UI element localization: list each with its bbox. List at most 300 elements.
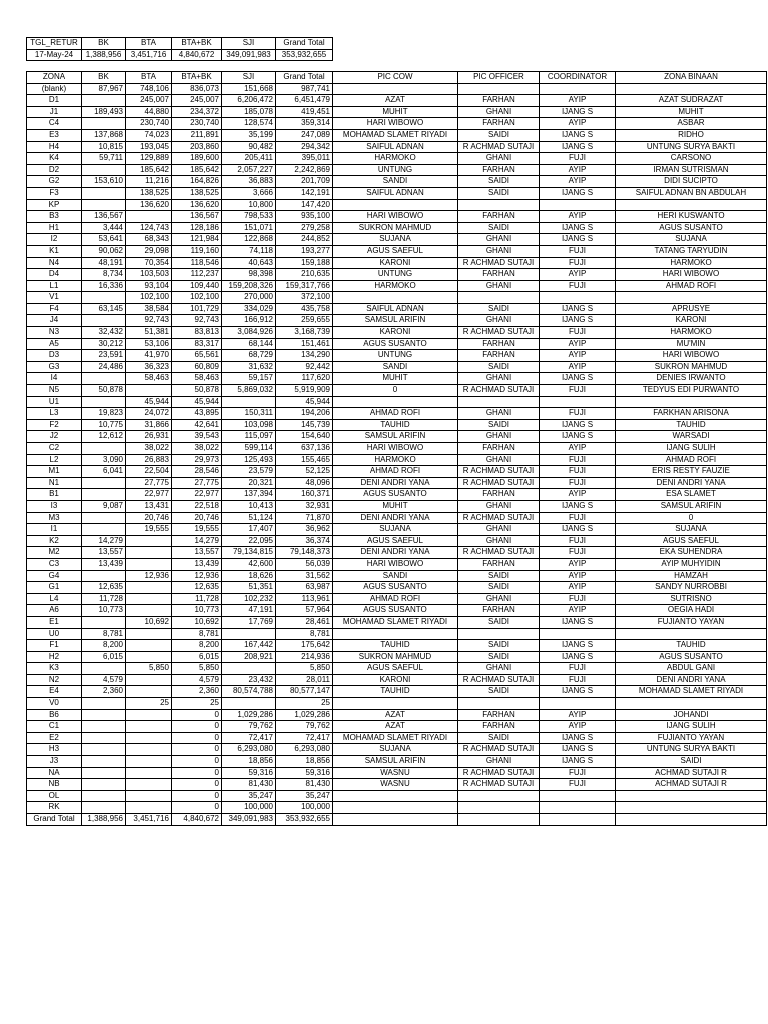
table-cell <box>126 686 172 698</box>
table-cell <box>82 315 126 327</box>
table-cell: 142,191 <box>276 187 333 199</box>
table-cell <box>82 443 126 455</box>
table-row <box>27 744 767 756</box>
table-row <box>27 582 767 594</box>
table-cell: 334,029 <box>222 303 276 315</box>
table-cell: PIC OFFICER <box>458 72 540 84</box>
table-cell <box>540 292 616 304</box>
table-cell: SAIDI <box>458 570 540 582</box>
table-cell: U0 <box>27 628 82 640</box>
table-cell: MU'MIN <box>616 338 767 350</box>
table-cell: 39,543 <box>172 431 222 443</box>
table-cell: 36,323 <box>126 361 172 373</box>
table-cell: SANDI <box>333 176 458 188</box>
table-cell: N5 <box>27 385 82 397</box>
table-cell: HARI WIBOWO <box>333 211 458 223</box>
table-cell: 11,216 <box>126 176 172 188</box>
table-cell: Grand Total <box>276 38 333 50</box>
table-cell <box>126 547 172 559</box>
table-cell: F3 <box>27 187 82 199</box>
table-cell: ACHMAD SUTAJI R <box>616 767 767 779</box>
table-cell: 18,856 <box>222 756 276 768</box>
table-row <box>27 222 767 234</box>
table-cell: J1 <box>27 106 82 118</box>
table-cell: I3 <box>27 500 82 512</box>
table-cell: 47,191 <box>222 605 276 617</box>
table-cell <box>540 698 616 710</box>
table-cell: IJANG S <box>540 524 616 536</box>
table-cell: BTA+BK <box>172 38 222 50</box>
table-row <box>27 674 767 686</box>
table-cell: 2,242,869 <box>276 164 333 176</box>
table-cell: 8,781 <box>276 628 333 640</box>
table-cell: V0 <box>27 698 82 710</box>
table-cell: IJANG S <box>540 756 616 768</box>
table-cell: 3,666 <box>222 187 276 199</box>
table-cell: 42,600 <box>222 558 276 570</box>
table-cell: 51,124 <box>222 512 276 524</box>
table-cell: SAMSUL ARIFIN <box>616 500 767 512</box>
table-cell: IJANG S <box>540 640 616 652</box>
table-row <box>27 593 767 605</box>
table-cell: AGUS SUSANTO <box>616 651 767 663</box>
table-cell <box>82 616 126 628</box>
table-cell: R ACHMAD SUTAJI <box>458 744 540 756</box>
table-cell: FUJI <box>540 674 616 686</box>
table-cell: KARONI <box>333 674 458 686</box>
table-cell: 154,640 <box>276 431 333 443</box>
table-row <box>27 802 767 814</box>
table-cell: 136,567 <box>82 211 126 223</box>
table-cell: 349,091,983 <box>222 814 276 826</box>
table-cell: IJANG S <box>540 431 616 443</box>
table-cell: AYIP <box>540 582 616 594</box>
table-cell <box>82 570 126 582</box>
table-cell: 17,769 <box>222 616 276 628</box>
table-cell: HARI WIBOWO <box>616 269 767 281</box>
table-cell: KP <box>27 199 82 211</box>
table-cell: 0 <box>172 732 222 744</box>
table-cell: DENI ANDRI YANA <box>333 547 458 559</box>
table-cell <box>82 199 126 211</box>
table-cell: ACHMAD SUTAJI R <box>616 779 767 791</box>
table-row <box>27 176 767 188</box>
table-cell: B3 <box>27 211 82 223</box>
table-cell <box>126 674 172 686</box>
table-cell: 102,232 <box>222 593 276 605</box>
table-cell: AYIP <box>540 361 616 373</box>
table-cell: 13,439 <box>172 558 222 570</box>
table-cell: FUJI <box>540 454 616 466</box>
table-cell: 22,518 <box>172 500 222 512</box>
table-cell: 8,781 <box>82 628 126 640</box>
table-cell: 59,711 <box>82 153 126 165</box>
table-row <box>27 663 767 675</box>
table-cell <box>458 199 540 211</box>
table-cell: AYIP <box>540 211 616 223</box>
table-row <box>27 408 767 420</box>
table-row <box>27 141 767 153</box>
table-cell: FUJI <box>540 779 616 791</box>
table-cell: SAMSUL ARIFIN <box>333 431 458 443</box>
table-cell: 51,351 <box>222 582 276 594</box>
table-cell: 372,100 <box>276 292 333 304</box>
table-cell: B1 <box>27 489 82 501</box>
table-cell: 56,039 <box>276 558 333 570</box>
table-cell: FARHAN <box>458 95 540 107</box>
table-cell: R ACHMAD SUTAJI <box>458 477 540 489</box>
table-cell: N4 <box>27 257 82 269</box>
table-cell: FUJI <box>540 663 616 675</box>
table-row <box>27 709 767 721</box>
table-cell: FARHAN <box>458 164 540 176</box>
table-cell: I2 <box>27 234 82 246</box>
table-cell: H2 <box>27 651 82 663</box>
table-cell: 151,071 <box>222 222 276 234</box>
table-cell: AHMAD ROFI <box>333 408 458 420</box>
table-cell: AYIP <box>540 558 616 570</box>
table-cell <box>82 396 126 408</box>
table-cell: 44,880 <box>126 106 172 118</box>
table-cell: FUJI <box>540 535 616 547</box>
table-cell: 359,314 <box>276 118 333 130</box>
table-cell <box>458 292 540 304</box>
table-row <box>27 385 767 397</box>
table-cell: 230,740 <box>126 118 172 130</box>
table-cell: SAIFUL ADNAN <box>333 303 458 315</box>
table-cell: L3 <box>27 408 82 420</box>
table-cell: 28,461 <box>276 616 333 628</box>
table-cell: IJANG S <box>540 373 616 385</box>
table-cell: IJANG S <box>540 616 616 628</box>
table-cell <box>333 83 458 95</box>
table-cell: IJANG S <box>540 500 616 512</box>
table-cell: 32,432 <box>82 327 126 339</box>
table-cell: 6,041 <box>82 466 126 478</box>
table-cell: 4,579 <box>172 674 222 686</box>
table-cell: HARMOKO <box>616 257 767 269</box>
table-cell: NB <box>27 779 82 791</box>
table-cell: 279,258 <box>276 222 333 234</box>
table-cell <box>126 651 172 663</box>
table-cell: MUHIT <box>616 106 767 118</box>
table-cell: 115,097 <box>222 431 276 443</box>
table-cell: 48,096 <box>276 477 333 489</box>
table-cell: HARMOKO <box>616 327 767 339</box>
table-cell: 101,729 <box>172 303 222 315</box>
table-cell: AGUS SAEFUL <box>333 535 458 547</box>
table-cell: 0 <box>333 385 458 397</box>
table-cell: 19,555 <box>172 524 222 536</box>
table-cell: 22,977 <box>126 489 172 501</box>
table-cell <box>82 187 126 199</box>
table-cell: 102,100 <box>172 292 222 304</box>
table-row <box>27 756 767 768</box>
table-cell: 0 <box>172 756 222 768</box>
table-cell: 138,525 <box>172 187 222 199</box>
table-cell: 25 <box>276 698 333 710</box>
table-row <box>27 558 767 570</box>
table-cell <box>82 698 126 710</box>
table-cell: 35,199 <box>222 129 276 141</box>
table-cell: AYIP <box>540 443 616 455</box>
table-cell: C1 <box>27 721 82 733</box>
table-cell <box>458 790 540 802</box>
table-cell: KARONI <box>616 315 767 327</box>
table-cell: K4 <box>27 153 82 165</box>
table-cell <box>82 779 126 791</box>
table-cell: 4,840,672 <box>172 49 222 61</box>
table-cell: 0 <box>172 802 222 814</box>
table-cell: 17-May-24 <box>27 49 82 61</box>
table-cell: SAIDI <box>458 303 540 315</box>
table-cell: 0 <box>172 721 222 733</box>
table-cell: 22,095 <box>222 535 276 547</box>
summary-value-row <box>27 49 333 61</box>
table-cell: 145,739 <box>276 419 333 431</box>
table-cell: 60,809 <box>172 361 222 373</box>
table-cell <box>82 524 126 536</box>
table-cell: GHANI <box>458 524 540 536</box>
table-cell: 23,579 <box>222 466 276 478</box>
table-cell: K1 <box>27 245 82 257</box>
table-cell: SAIDI <box>458 129 540 141</box>
table-cell: DENI ANDRI YANA <box>616 477 767 489</box>
table-cell: AZAT <box>333 95 458 107</box>
table-row <box>27 153 767 165</box>
table-row <box>27 106 767 118</box>
table-cell: 13,557 <box>82 547 126 559</box>
table-cell: 117,620 <box>276 373 333 385</box>
table-cell: N3 <box>27 327 82 339</box>
table-cell: 24,072 <box>126 408 172 420</box>
table-cell: 25 <box>172 698 222 710</box>
table-cell: C3 <box>27 558 82 570</box>
table-cell: 38,584 <box>126 303 172 315</box>
table-cell: SUKRON MAHMUD <box>333 651 458 663</box>
table-cell: 70,354 <box>126 257 172 269</box>
table-cell: IRMAN SUTRISMAN <box>616 164 767 176</box>
table-cell: AYIP <box>540 118 616 130</box>
table-cell: DENIES IRWANTO <box>616 373 767 385</box>
table-cell: L2 <box>27 454 82 466</box>
table-cell: 35,247 <box>276 790 333 802</box>
table-cell: 210,635 <box>276 269 333 281</box>
table-cell: HARMOKO <box>333 280 458 292</box>
table-cell: HARMOKO <box>333 153 458 165</box>
table-cell: 119,160 <box>172 245 222 257</box>
table-cell <box>82 721 126 733</box>
table-cell: 637,136 <box>276 443 333 455</box>
table-row <box>27 547 767 559</box>
table-cell: 17,407 <box>222 524 276 536</box>
table-cell: 175,642 <box>276 640 333 652</box>
table-cell: BK <box>82 38 126 50</box>
table-cell: AYIP <box>540 350 616 362</box>
table-row <box>27 790 767 802</box>
table-cell <box>540 396 616 408</box>
table-row <box>27 489 767 501</box>
table-cell: 353,932,655 <box>276 49 333 61</box>
table-cell: 43,895 <box>172 408 222 420</box>
table-cell: FARHAN <box>458 211 540 223</box>
table-cell: 136,567 <box>172 211 222 223</box>
table-cell: 28,011 <box>276 674 333 686</box>
table-cell: AHMAD ROFI <box>616 454 767 466</box>
table-cell: M1 <box>27 466 82 478</box>
table-cell: IJANG S <box>540 315 616 327</box>
table-row <box>27 512 767 524</box>
table-cell: 100,000 <box>222 802 276 814</box>
table-cell: R ACHMAD SUTAJI <box>458 257 540 269</box>
table-cell: 3,168,739 <box>276 327 333 339</box>
table-cell <box>82 477 126 489</box>
table-cell: KARONI <box>333 257 458 269</box>
table-cell: 247,089 <box>276 129 333 141</box>
table-cell: FARHAN <box>458 118 540 130</box>
table-cell: 83,813 <box>172 327 222 339</box>
table-row <box>27 443 767 455</box>
table-cell: 136,620 <box>126 199 172 211</box>
table-cell: 22,504 <box>126 466 172 478</box>
table-row <box>27 466 767 478</box>
table-cell: 8,200 <box>82 640 126 652</box>
table-cell: BTA <box>126 72 172 84</box>
table-cell: GHANI <box>458 153 540 165</box>
table-cell <box>82 373 126 385</box>
table-cell: E1 <box>27 616 82 628</box>
table-row <box>27 767 767 779</box>
table-cell: AZAT <box>333 709 458 721</box>
table-cell: IJANG S <box>540 222 616 234</box>
table-cell: N1 <box>27 477 82 489</box>
table-cell: 45,944 <box>172 396 222 408</box>
table-cell: 45,944 <box>126 396 172 408</box>
table-cell <box>126 721 172 733</box>
table-cell <box>82 709 126 721</box>
table-cell: 189,493 <box>82 106 126 118</box>
table-cell: 0 <box>172 744 222 756</box>
table-cell: SJI <box>222 38 276 50</box>
table-cell <box>616 802 767 814</box>
table-cell <box>82 802 126 814</box>
table-cell: 74,023 <box>126 129 172 141</box>
table-cell: 147,420 <box>276 199 333 211</box>
table-cell <box>126 628 172 640</box>
table-cell: APRUSYE <box>616 303 767 315</box>
table-row <box>27 373 767 385</box>
table-cell: SUJANA <box>333 744 458 756</box>
table-cell: SAMSUL ARIFIN <box>333 756 458 768</box>
table-cell <box>126 582 172 594</box>
table-row <box>27 605 767 617</box>
table-cell: F4 <box>27 303 82 315</box>
table-cell: M3 <box>27 512 82 524</box>
table-cell: HERI KUSWANTO <box>616 211 767 223</box>
table-cell: EKA SUHENDRA <box>616 547 767 559</box>
table-cell: 137,394 <box>222 489 276 501</box>
table-cell: FARHAN <box>458 443 540 455</box>
summary-table <box>26 37 333 61</box>
table-cell: 0 <box>172 767 222 779</box>
table-cell: 48,191 <box>82 257 126 269</box>
table-cell: 31,632 <box>222 361 276 373</box>
table-cell: E2 <box>27 732 82 744</box>
table-cell <box>222 663 276 675</box>
table-cell: 5,869,032 <box>222 385 276 397</box>
table-cell: 1,388,956 <box>82 49 126 61</box>
table-cell: AHMAD ROFI <box>333 593 458 605</box>
table-cell: G3 <box>27 361 82 373</box>
table-cell: GHANI <box>458 756 540 768</box>
table-cell: 259,655 <box>276 315 333 327</box>
table-cell: 10,773 <box>82 605 126 617</box>
table-cell <box>82 95 126 107</box>
table-cell: 103,503 <box>126 269 172 281</box>
table-cell: 128,574 <box>222 118 276 130</box>
table-cell: 80,577,147 <box>276 686 333 698</box>
table-cell <box>540 83 616 95</box>
table-cell: MUHIT <box>333 106 458 118</box>
table-cell: 122,868 <box>222 234 276 246</box>
table-cell: J4 <box>27 315 82 327</box>
table-cell: AGUS SAEFUL <box>616 535 767 547</box>
table-cell: HARI WIBOWO <box>333 118 458 130</box>
table-cell: D3 <box>27 350 82 362</box>
table-cell: 57,964 <box>276 605 333 617</box>
table-cell: TGL_RETUR <box>27 38 82 50</box>
table-cell <box>126 558 172 570</box>
table-cell: AGUS SUSANTO <box>333 489 458 501</box>
table-cell: 29,973 <box>172 454 222 466</box>
table-cell: 51,381 <box>126 327 172 339</box>
table-cell: 134,290 <box>276 350 333 362</box>
table-cell <box>126 802 172 814</box>
table-cell: SUKRON MAHMUD <box>616 361 767 373</box>
table-cell <box>616 814 767 826</box>
table-cell <box>458 396 540 408</box>
table-cell: IJANG S <box>540 651 616 663</box>
table-cell <box>126 605 172 617</box>
table-cell: 41,970 <box>126 350 172 362</box>
table-row <box>27 292 767 304</box>
table-row <box>27 651 767 663</box>
table-cell: GHANI <box>458 234 540 246</box>
table-cell <box>82 512 126 524</box>
table-cell <box>458 814 540 826</box>
table-cell: 748,106 <box>126 83 172 95</box>
table-cell: FUJI <box>540 408 616 420</box>
table-cell: IJANG SULIH <box>616 721 767 733</box>
table-cell: MOHAMAD SLAMET RIYADI <box>616 686 767 698</box>
table-cell: FUJI <box>540 385 616 397</box>
table-cell: 185,642 <box>126 164 172 176</box>
table-cell <box>458 628 540 640</box>
table-cell: 3,090 <box>82 454 126 466</box>
table-cell: WASNU <box>333 779 458 791</box>
table-cell <box>616 628 767 640</box>
table-cell: 435,758 <box>276 303 333 315</box>
table-cell <box>333 292 458 304</box>
table-cell: 20,321 <box>222 477 276 489</box>
table-cell: UNTUNG <box>333 269 458 281</box>
table-cell: 8,781 <box>172 628 222 640</box>
table-cell: 65,561 <box>172 350 222 362</box>
table-cell: HARMOKO <box>333 454 458 466</box>
table-cell: 71,870 <box>276 512 333 524</box>
table-cell: FARHAN <box>458 558 540 570</box>
table-cell: F1 <box>27 640 82 652</box>
